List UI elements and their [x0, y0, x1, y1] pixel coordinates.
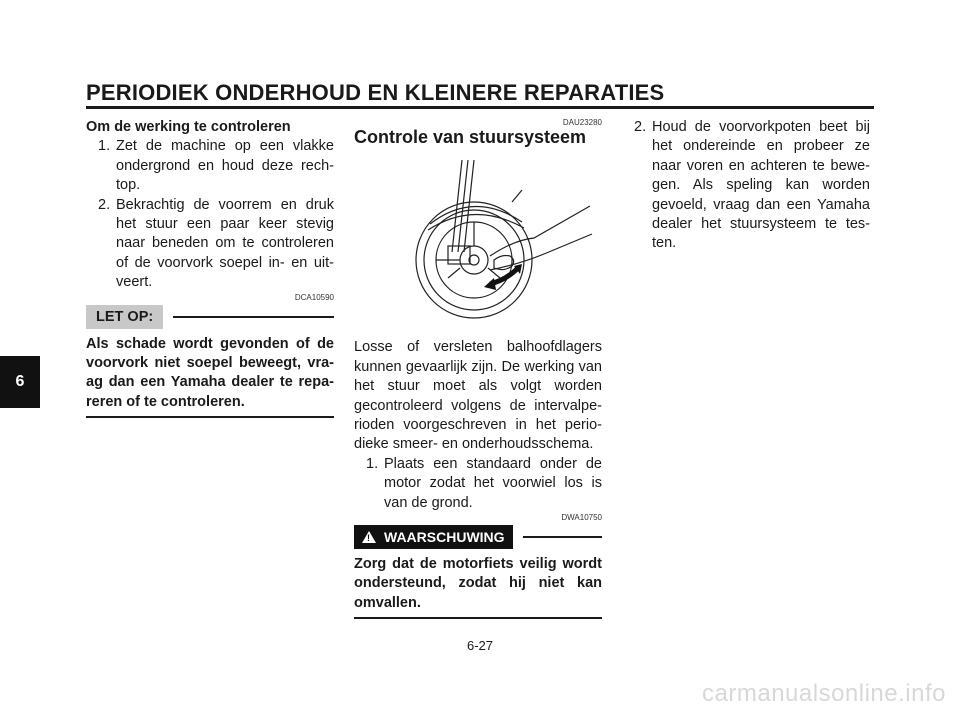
list-number: 1. — [98, 138, 111, 155]
list-item — [86, 196, 334, 293]
column-3 — [622, 118, 870, 254]
page-header-title: PERIODIEK ONDERHOUD EN KLEINERE REPARATIES — [86, 80, 665, 105]
list-item — [86, 137, 334, 195]
chapter-tab: 6 — [0, 356, 40, 408]
warning-header — [354, 525, 602, 549]
warning-label: WAARSCHUWING — [384, 529, 505, 546]
list-text: Plaats een standaard onder de motor zodat het voorwiel los is van de grond. — [384, 455, 602, 511]
list-item — [622, 118, 870, 254]
caution-text: Als schade wordt gevonden of de voorvork niet soepel beweegt, vra-ag dan een Yamaha dealer te repa-reren of te controleren. — [86, 335, 334, 410]
caution-header — [86, 305, 334, 329]
list-text: Houd de voorvorkpoten beet bij het ondereinde en probeer ze naar voren en achteren te bewe-gen. Als speling kan worden gevoeld, vraag dan een Yamaha dealer het stuursysteem te tes-ten. — [652, 119, 870, 252]
warning-badge — [354, 525, 513, 549]
caution-label: LET OP: — [86, 305, 163, 329]
list-text: Zet de machine op een vlakke ondergrond en houd deze rech-top. — [116, 138, 334, 194]
warning-code: DWA10750 — [561, 513, 602, 523]
watermark: carmanualsonline.info — [702, 680, 946, 707]
list-number: 1. — [366, 455, 379, 472]
list-item — [354, 455, 602, 513]
column-1 — [86, 118, 334, 418]
page-number: 6-27 — [466, 638, 494, 653]
caution-end-line — [86, 416, 334, 418]
list-number: 2. — [634, 119, 647, 135]
column-2 — [354, 118, 602, 619]
header-rule — [86, 106, 874, 109]
section-code: DAU23280 — [562, 118, 602, 127]
caution-code: DCA10590 — [294, 292, 334, 302]
warning-text: Zorg dat de motorfiets veilig wordt ondersteund, zodat hij niet kan omvallen. — [354, 556, 602, 611]
section-paragraph: Losse of versleten balhoofdlagers kunnen gevaarlijk zijn. De werking van het stuur moet als volgt worden gecontroleerd volgens de intervalpe-rioden voorgeschreven in het perio-dieke smeer- en onderhoudsschema. — [354, 339, 602, 453]
section-title: Controle van stuursysteem — [354, 127, 587, 147]
section-heading: Om de werking te controleren — [86, 119, 291, 135]
warning-header-line — [523, 536, 602, 538]
warning-end-line — [354, 617, 602, 619]
list-text: Bekrachtig de voorrem en druk het stuur een paar keer stevig naar beneden om te controleren of de voorvork soepel in- en uit-veert. — [116, 196, 334, 291]
warning-icon: ! — [362, 531, 376, 543]
steering-illustration — [394, 160, 594, 320]
caution-header-line — [173, 316, 334, 318]
list-number: 2. — [98, 196, 111, 213]
